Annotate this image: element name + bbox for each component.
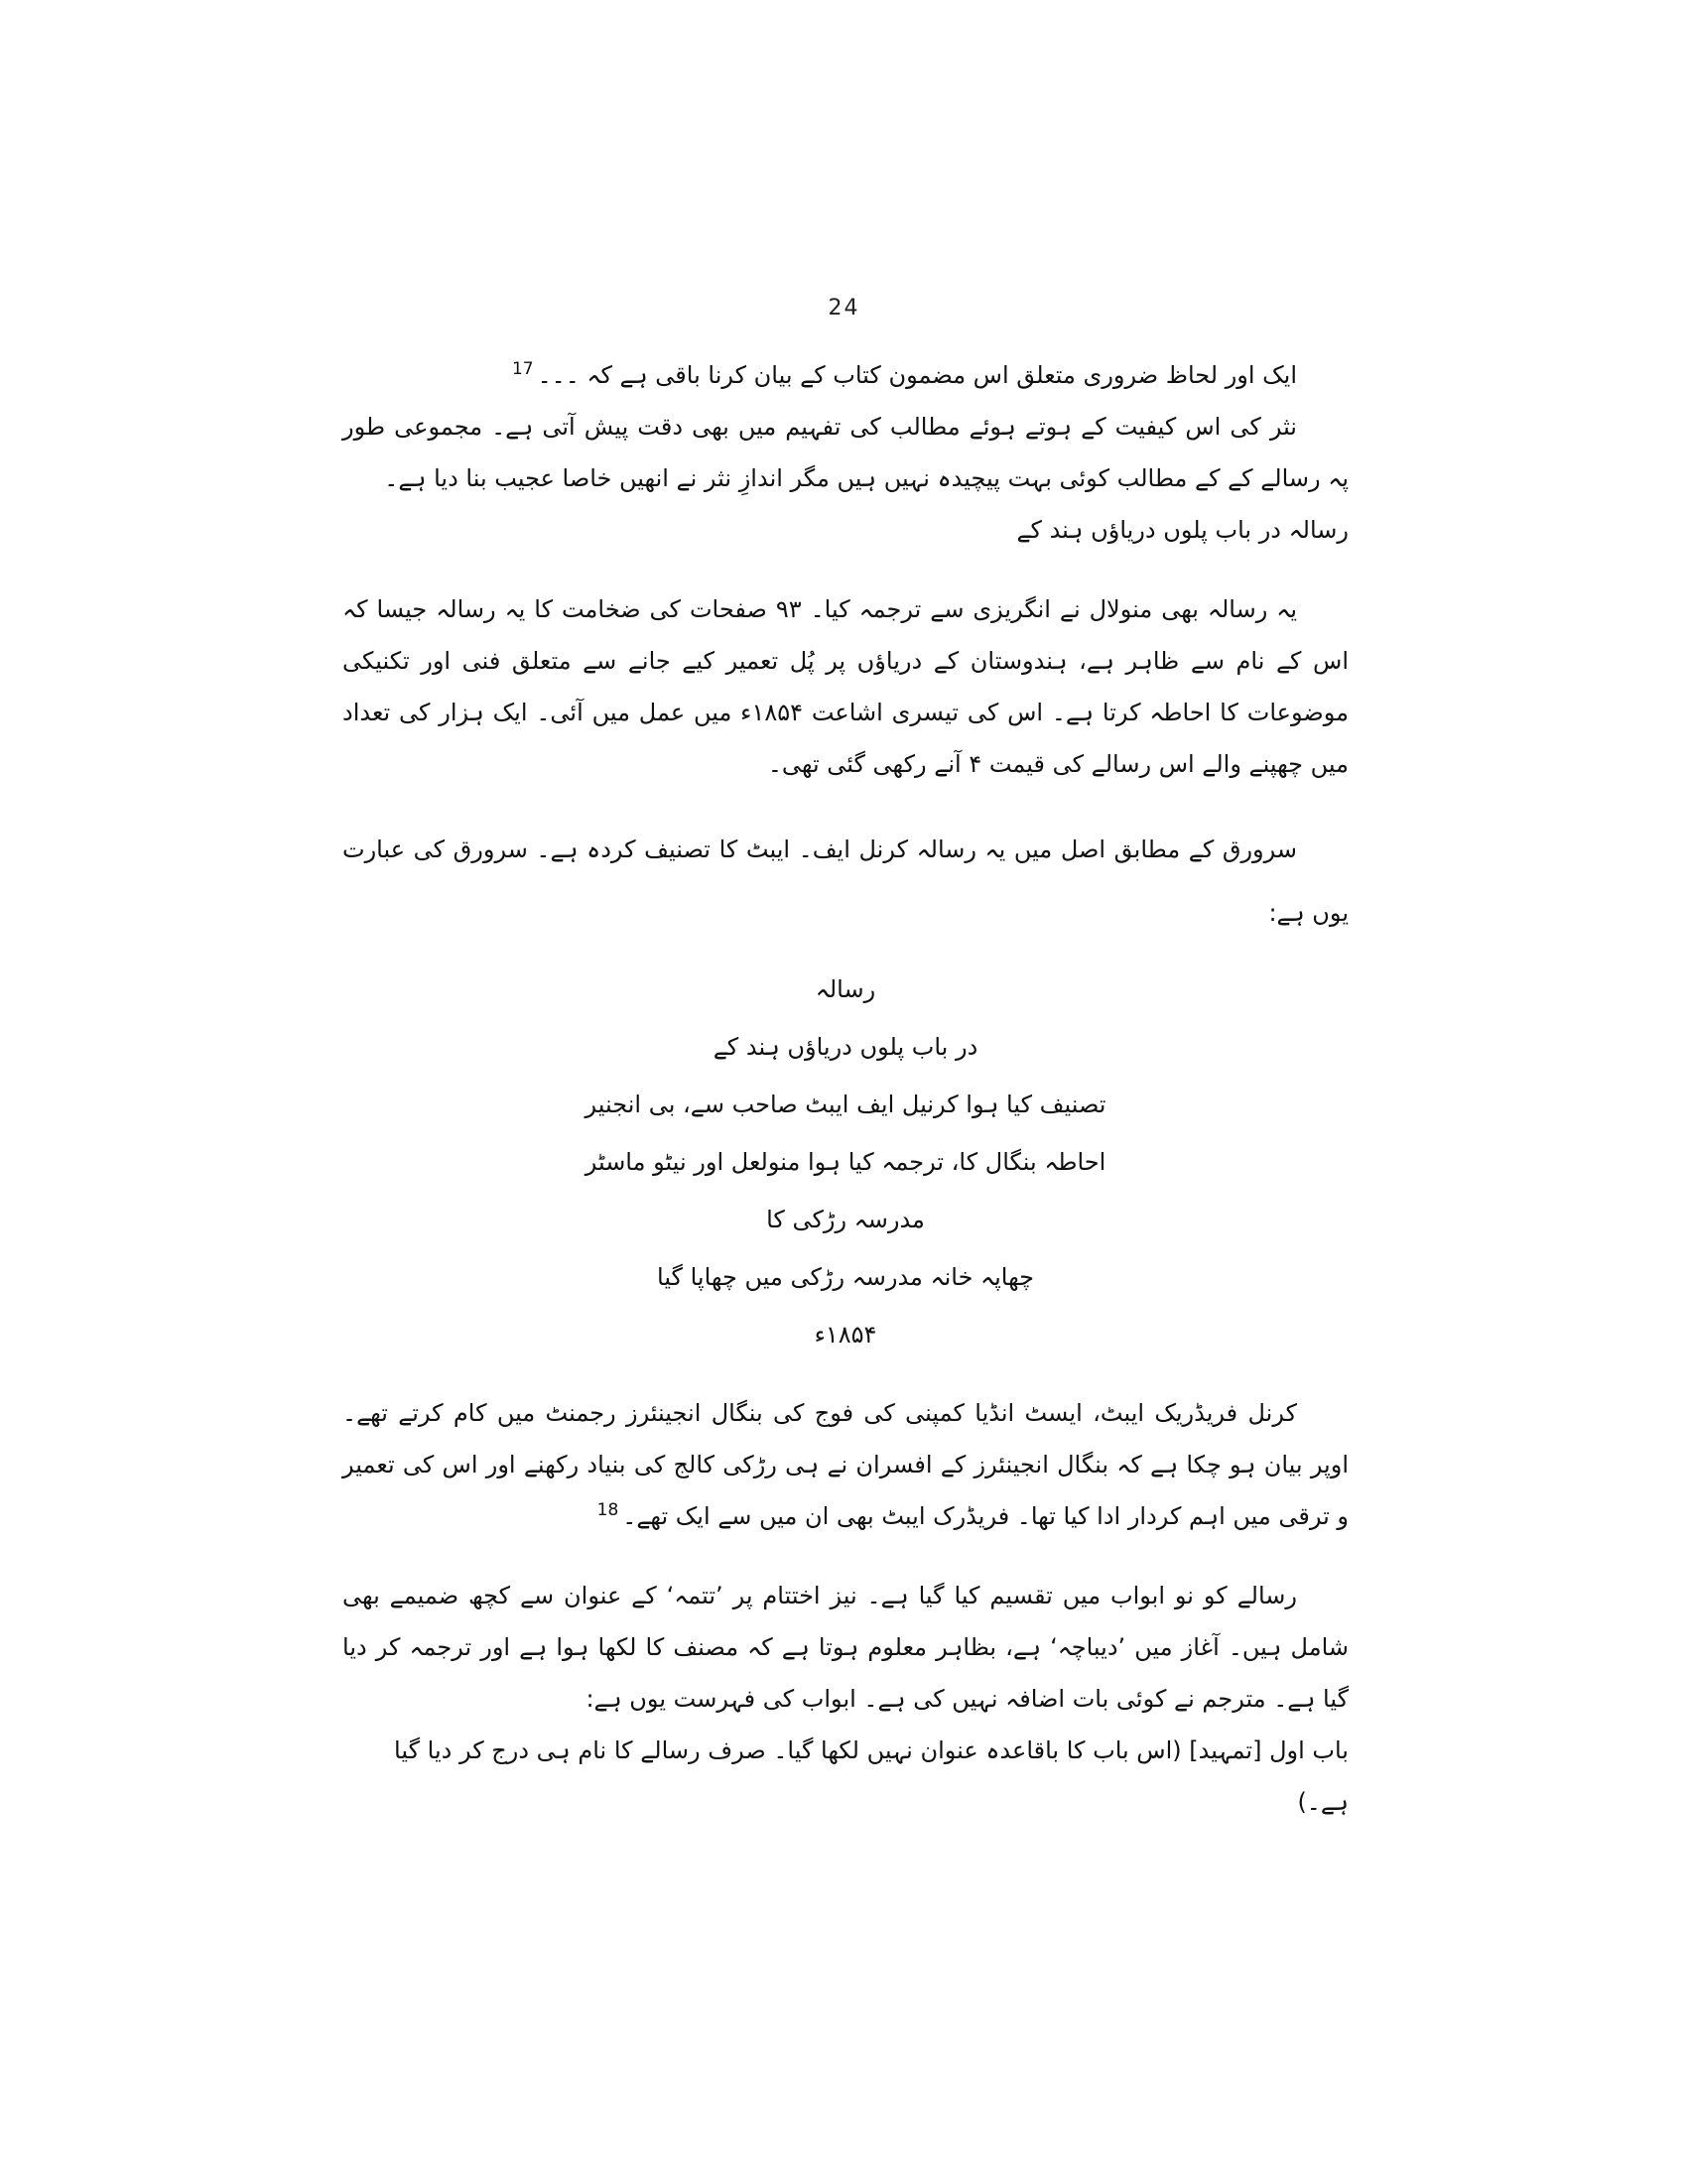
chapter-one-line: باب اول [تمہید] (اس باب کا باقاعدہ عنوان نہیں لکھا گیا۔ صرف رسالے کا نام ہی درج کر دیا گیا ہے۔) (394, 1736, 1349, 1816)
footnote-ref-17: 17 (511, 359, 534, 379)
section-heading: رسالہ در باب پلوں دریاؤں ہند کے (1016, 516, 1349, 544)
body-text-bottom (342, 1387, 1349, 1828)
paragraph-treatise-description: یہ رسالہ بھی منولال نے انگریزی سے ترجمہ کیا۔ ۹۳ صفحات کی ضخامت کا یہ رسالہ جیسا کہ اس کے نام سے ظاہر ہے، ہندوستان کے دریاؤں پر پُل تعمیر کیے جانے سے متعلق فنی اور تکنیکی موضوعات کا احاطہ کرتا ہے۔ اس کی تیسری اشاعت ۱۸۵۴ء میں عمل میں آئی۔ ایک ہزار کی تعداد میں چھپنے والے اس رسالے کی قیمت ۴ آنے رکھی گئی تھی۔ (342, 595, 1350, 778)
paragraph-abbott-text: کرنل فریڈریک ایبٹ، ایسٹ انڈیا کمپنی کی فوج کی بنگال انجینئرز رجمنٹ میں کام کرتے تھے۔ اوپر بیان ہو چکا ہے کہ بنگال انجینئرز کے افسران نے ہی رڑکی کالج کی بنیاد رکھنے اور اس کی تعمیر و ترقی میں اہم کردار ادا کیا تھا۔ فریڈرک ایبٹ بھی ان میں سے ایک تھے۔ (342, 1399, 1349, 1530)
paragraph-chapters: رسالے کو نو ابواب میں تقسیم کیا گیا ہے۔ نیز اختتام پر ’تتمہ‘ کے عنوان سے کچھ ضمیمے بھی شامل ہیں۔ آغاز میں ’دیباچہ‘ ہے، بظاہر معلوم ہوتا ہے کہ مصنف کا لکھا ہوا ہے اور ترجمہ کر دیا گیا ہے۔ مترجم نے کوئی بات اضافہ نہیں کی ہے۔ ابواب کی فہرست یوں ہے: (342, 1582, 1349, 1713)
body-text-top (342, 349, 1349, 945)
title-line-3: تصنیف کیا ہوا کرنیل ایف ایبٹ صاحب سے، بی انجنیر (584, 1091, 1106, 1118)
title-page-quote (342, 961, 1349, 1363)
title-line-6: چھاپہ خانہ مدرسہ رڑکی میں چھاپا گیا (657, 1263, 1034, 1291)
title-line-7: ۱۸۵۴ء (814, 1321, 877, 1349)
footnote-ref-18: 18 (596, 1500, 619, 1520)
intro-line-text: ایک اور لحاظ ضروری متعلق اس مضمون کتاب کے بیان کرنا باقی ہے کہ ۔۔۔ (537, 361, 1297, 389)
page-number: 24 (828, 296, 860, 321)
paragraph-prose-style: نثر کی اس کیفیت کے ہوتے ہوئے مطالب کی تفہیم میں بھی دقت پیش آتی ہے۔ مجموعی طور پہ رسالے کے کے مطالب کوئی بہت پیچیدہ نہیں ہیں مگر اندازِ نثر نے انھیں خاصا عجیب بنا دیا ہے۔ (342, 413, 1349, 492)
intro-line (342, 349, 1349, 401)
title-line-2: در باب پلوں دریاؤں ہند کے (713, 1033, 978, 1061)
paragraph-title-page-intro: سرورق کے مطابق اصل میں یہ رسالہ کرنل ایف۔ ایبٹ کا تصنیف کردہ ہے۔ سرورق کی عبارت یوں ہے: (342, 835, 1349, 927)
title-line-4: احاطہ بنگال کا، ترجمہ کیا ہوا منولعل اور نیٹو ماسٹر (584, 1148, 1106, 1176)
title-line-5: مدرسہ رڑکی کا (766, 1206, 925, 1233)
title-line-1: رسالہ (815, 975, 876, 1003)
paragraph-abbott (342, 1387, 1349, 1542)
